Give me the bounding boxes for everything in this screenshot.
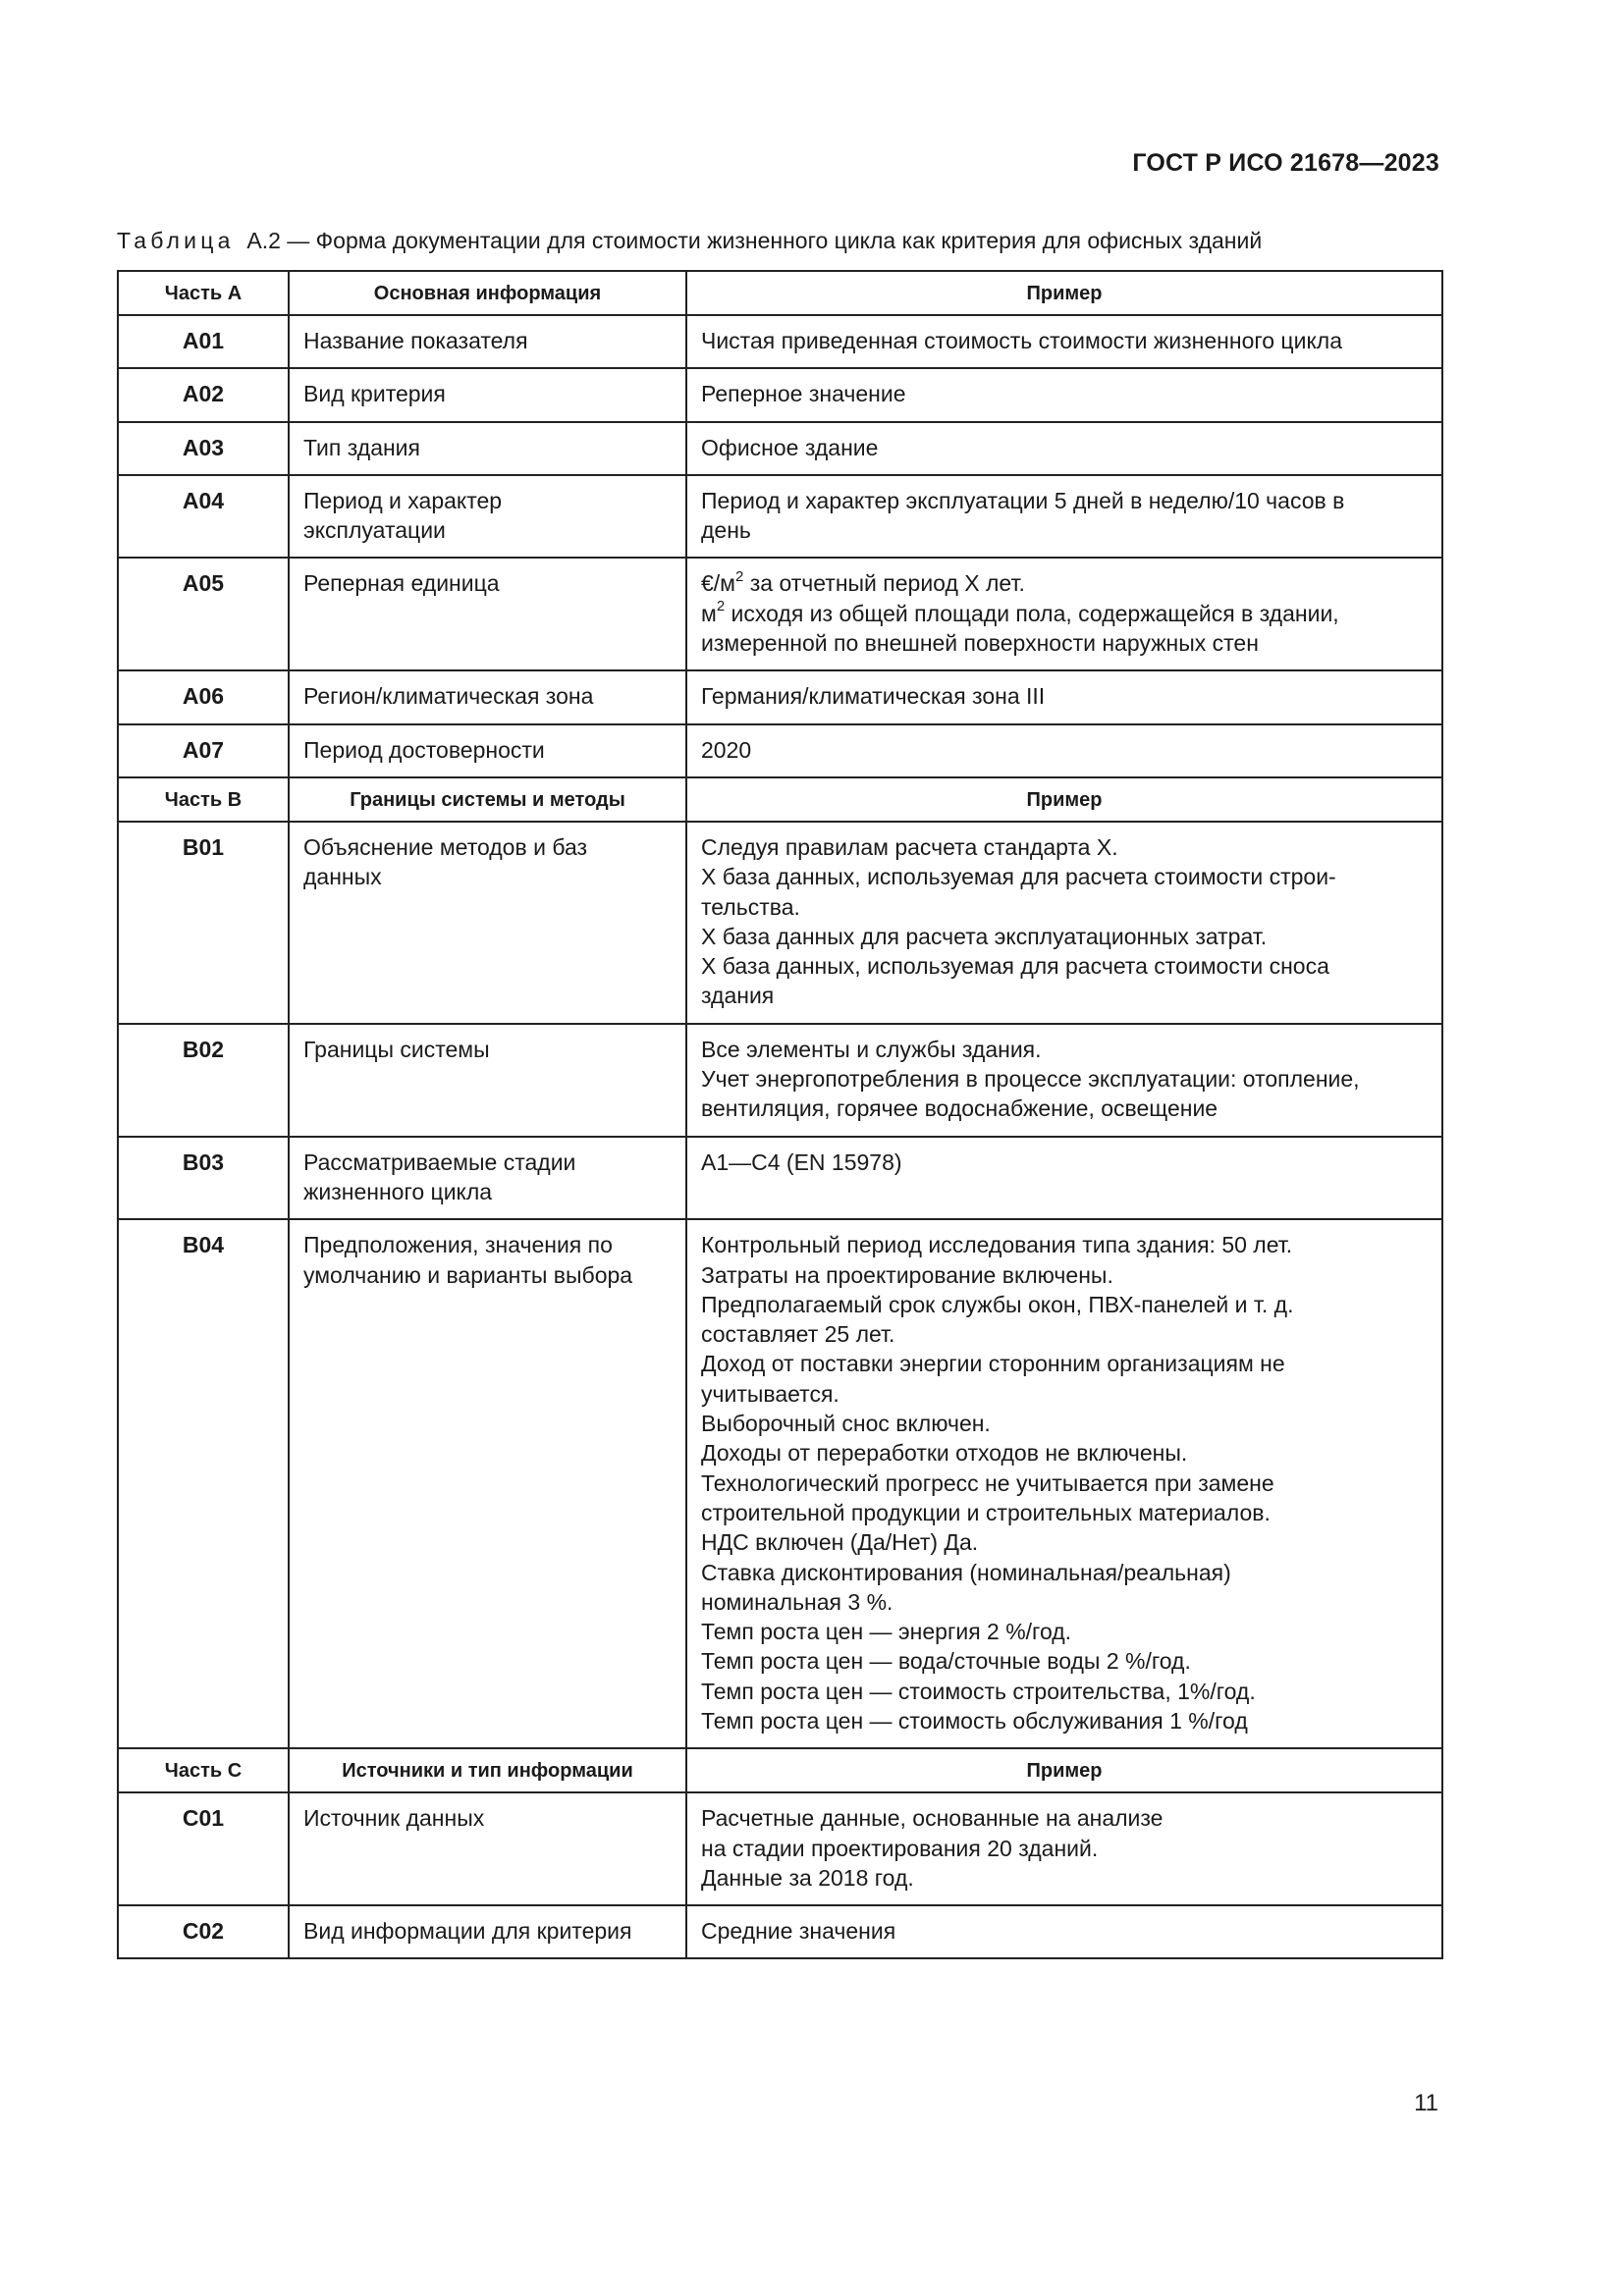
- unit-exponent: 2: [716, 598, 726, 615]
- row-code: B01: [118, 822, 289, 1024]
- example-line: Все элементы и службы здания.: [701, 1036, 1042, 1062]
- example-header: Пример: [686, 777, 1442, 822]
- table-row: [118, 670, 1442, 723]
- parameter-line: Название показателя: [303, 328, 528, 353]
- example-line: Период и характер эксплуатации 5 дней в неделю/10 часов в: [701, 487, 1345, 513]
- part-label: Часть С: [118, 1748, 289, 1792]
- row-example: [686, 670, 1442, 723]
- row-example: [686, 1137, 1442, 1220]
- row-code: A05: [118, 558, 289, 670]
- table-row: [118, 822, 1442, 1024]
- section-title: Границы системы и методы: [289, 777, 686, 822]
- row-code: A07: [118, 724, 289, 777]
- table-row: [118, 1137, 1442, 1220]
- lcc-documentation-table: [117, 270, 1443, 1959]
- row-parameter: [289, 1137, 686, 1220]
- caption-text: А.2 — Форма документации для стоимости жизненного цикла как критерия для офисных зданий: [246, 228, 1263, 253]
- section-title: Источники и тип информации: [289, 1748, 686, 1792]
- parameter-line: Вид критерия: [303, 381, 446, 407]
- row-code: C02: [118, 1905, 289, 1958]
- example-header: Пример: [686, 271, 1442, 315]
- example-line: Расчетные данные, основанные на анализе: [701, 1805, 1164, 1832]
- example-line: Реперное значение: [701, 381, 906, 407]
- row-example: [686, 1024, 1442, 1137]
- row-code: C01: [118, 1792, 289, 1905]
- example-line: Выборочный снос включен.: [701, 1411, 991, 1437]
- row-example: [686, 558, 1442, 670]
- section-title: Основная информация: [289, 271, 686, 315]
- example-line: измеренной по внешней поверхности наружных стен: [701, 630, 1259, 657]
- row-code: B04: [118, 1219, 289, 1748]
- example-line: Германия/климатическая зона III: [701, 683, 1046, 710]
- example-line: Предполагаемый срок службы окон, ПВХ-панелей и т. д.: [701, 1291, 1294, 1317]
- parameter-line: Источник данных: [303, 1805, 485, 1832]
- parameter-line: Регион/климатическая зона: [303, 683, 594, 710]
- example-line: составляет 25 лет.: [701, 1321, 895, 1348]
- table-row: [118, 475, 1442, 559]
- example-line: Учет энергопотребления в процессе эксплуатации: отопление,: [701, 1066, 1360, 1093]
- table-row: [118, 1792, 1442, 1905]
- unit-text: м: [701, 600, 717, 626]
- example-line: Данные за 2018 год.: [701, 1864, 914, 1891]
- table-row: [118, 1024, 1442, 1137]
- parameter-line: Предположения, значения по: [303, 1232, 613, 1258]
- unit-text: исходя из общей площади пола, содержащейся в здании,: [725, 600, 1339, 626]
- row-parameter: [289, 670, 686, 723]
- parameter-line: эксплуатации: [303, 517, 446, 544]
- row-parameter: [289, 422, 686, 475]
- parameter-line: Тип здания: [303, 434, 420, 460]
- section-header-row: [118, 271, 1442, 315]
- unit-exponent: 2: [735, 567, 744, 585]
- example-line: строительной продукции и строительных материалов.: [701, 1499, 1271, 1525]
- example-line: учитывается.: [701, 1380, 839, 1407]
- parameter-line: Объяснение методов и баз: [303, 833, 588, 860]
- part-label: Часть А: [118, 271, 289, 315]
- example-line: Офисное здание: [701, 434, 879, 460]
- table-row: [118, 558, 1442, 670]
- example-line: вентиляция, горячее водоснабжение, освещение: [701, 1095, 1218, 1122]
- example-line: Чистая приведенная стоимость стоимости жизненного цикла: [701, 328, 1342, 353]
- table-row: [118, 422, 1442, 475]
- example-line: день: [701, 517, 751, 544]
- row-parameter: [289, 475, 686, 559]
- example-line: Темп роста цен — стоимость строительства, 1%/год.: [701, 1678, 1256, 1704]
- row-example: [686, 822, 1442, 1024]
- example-line: Доходы от переработки отходов не включены.: [701, 1440, 1188, 1467]
- example-line: здания: [701, 983, 775, 1009]
- example-line: Темп роста цен — стоимость обслуживания 1 %/год: [701, 1707, 1248, 1734]
- row-code: A06: [118, 670, 289, 723]
- row-parameter: [289, 724, 686, 777]
- table-row: [118, 368, 1442, 421]
- table-row: [118, 1905, 1442, 1958]
- row-parameter: [289, 1219, 686, 1748]
- row-example: [686, 1905, 1442, 1958]
- parameter-line: умолчанию и варианты выбора: [303, 1261, 633, 1288]
- part-label: Часть В: [118, 777, 289, 822]
- row-parameter: [289, 1024, 686, 1137]
- example-line: X база данных, используемая для расчета стоимости сноса: [701, 953, 1329, 980]
- row-parameter: [289, 368, 686, 421]
- example-line: тельства.: [701, 893, 800, 920]
- table-row: [118, 1219, 1442, 1748]
- row-example: [686, 422, 1442, 475]
- page-number: 11: [1414, 2090, 1438, 2116]
- row-example: [686, 475, 1442, 559]
- row-code: B02: [118, 1024, 289, 1137]
- row-parameter: [289, 315, 686, 368]
- unit-text: за отчетный период X лет.: [743, 570, 1025, 597]
- example-line: Темп роста цен — вода/сточные воды 2 %/год.: [701, 1648, 1191, 1675]
- example-line: Контрольный период исследования типа здания: 50 лет.: [701, 1232, 1293, 1258]
- example-line: НДС включен (Да/Нет) Да.: [701, 1529, 979, 1556]
- unit-text: €/м: [701, 570, 735, 597]
- row-parameter: [289, 1792, 686, 1905]
- parameter-line: Вид информации для критерия: [303, 1918, 632, 1945]
- row-code: A01: [118, 315, 289, 368]
- row-parameter: [289, 558, 686, 670]
- row-parameter: [289, 822, 686, 1024]
- example-line: Следуя правилам расчета стандарта X.: [701, 833, 1118, 860]
- parameter-line: данных: [303, 864, 382, 890]
- example-line: A1—C4 (EN 15978): [701, 1148, 902, 1175]
- example-line: Технологический прогресс не учитывается при замене: [701, 1469, 1274, 1496]
- example-line: 2020: [701, 736, 752, 763]
- example-line: Доход от поставки энергии сторонним организациям не: [701, 1351, 1285, 1377]
- row-example: [686, 1219, 1442, 1748]
- row-example: [686, 724, 1442, 777]
- table-row: [118, 724, 1442, 777]
- standard-id: ГОСТ Р ИСО 21678—2023: [1132, 149, 1439, 177]
- row-code: B03: [118, 1137, 289, 1220]
- example-line: [701, 599, 1428, 628]
- parameter-line: жизненного цикла: [303, 1178, 493, 1204]
- example-line: Затраты на проектирование включены.: [701, 1261, 1113, 1288]
- row-code: A02: [118, 368, 289, 421]
- row-example: [686, 315, 1442, 368]
- example-line: на стадии проектирования 20 зданий.: [701, 1835, 1099, 1861]
- section-header-row: [118, 777, 1442, 822]
- table-row: [118, 315, 1442, 368]
- row-code: A04: [118, 475, 289, 559]
- parameter-line: Период достоверности: [303, 736, 545, 763]
- parameter-line: Реперная единица: [303, 570, 500, 597]
- example-line: [701, 568, 1428, 598]
- caption-label: Таблица: [117, 228, 235, 253]
- parameter-line: Период и характер: [303, 487, 503, 513]
- example-line: X база данных, используемая для расчета стоимости строи-: [701, 864, 1336, 890]
- parameter-line: Рассматриваемые стадии: [303, 1148, 576, 1175]
- example-line: X база данных для расчета эксплуатационных затрат.: [701, 923, 1268, 949]
- example-header: Пример: [686, 1748, 1442, 1792]
- row-example: [686, 368, 1442, 421]
- row-code: A03: [118, 422, 289, 475]
- table-caption: [117, 228, 1262, 254]
- example-line: Темп роста цен — энергия 2 %/год.: [701, 1619, 1072, 1645]
- parameter-line: Границы системы: [303, 1036, 490, 1062]
- row-parameter: [289, 1905, 686, 1958]
- row-example: [686, 1792, 1442, 1905]
- example-line: Ставка дисконтирования (номинальная/реальная): [701, 1559, 1231, 1585]
- section-header-row: [118, 1748, 1442, 1792]
- example-line: Средние значения: [701, 1918, 896, 1945]
- example-line: номинальная 3 %.: [701, 1588, 893, 1615]
